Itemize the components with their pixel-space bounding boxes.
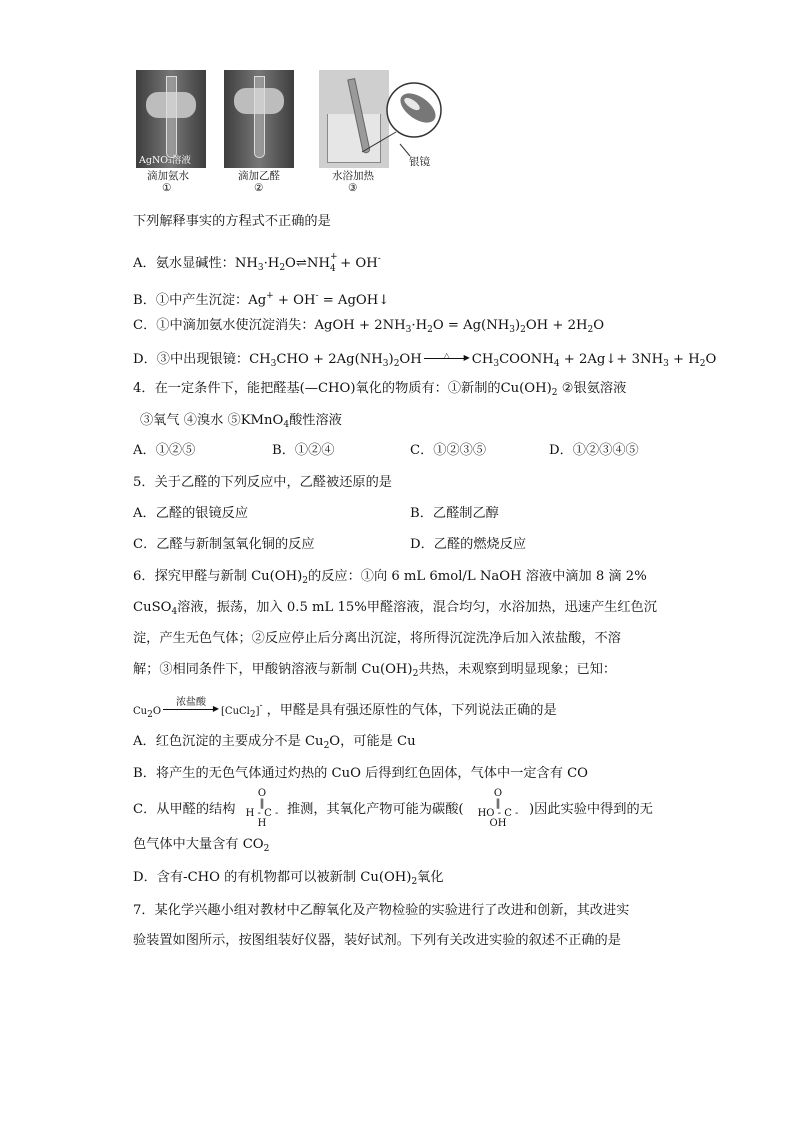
caption-2-num: ② xyxy=(254,182,264,194)
q6-stem-line2: CuSO$_4$溶液，振荡，加入 0.5 mL 15%甲醛溶液，混合均匀，水浴加热，迅速产生红色沉 xyxy=(133,600,657,617)
formaldehyde-structure: O ‖ H - C - H xyxy=(245,788,279,829)
photo-add-ammonia xyxy=(136,70,206,168)
q6-stem-line5: Cu2O 浓盐酸 ▶ [CuCl2]- ，甲醛是具有强还原性的气体，下列说法正确的是 xyxy=(133,697,557,720)
caption-3-num: ③ xyxy=(348,182,358,194)
q6-option-d: D．含有-CHO 的有机物都可以被新制 $Cu(OH)_2$氧化 xyxy=(133,870,444,887)
q4-stem-line1: 4．在一定条件下，能把醛基(—CHO)氧化的物质有：①新制的$Cu(OH)_2$ ②银氨溶液 xyxy=(133,381,627,398)
q7-stem-line1: 7．某化学兴趣小组对教材中乙醇氧化及产物检验的实验进行了改进和创新，其改进实 xyxy=(133,903,630,918)
caption-2: 滴加乙醛 xyxy=(238,170,280,182)
q3-stem: 下列解释事实的方程式不正确的是 xyxy=(133,214,331,229)
q6-option-c-line2: 色气体中大量含有 $CO_2$ xyxy=(133,837,270,854)
hcl-arrow: 浓盐酸 ▶ xyxy=(163,700,219,716)
q5-option-b: B．乙醛制乙醇 xyxy=(410,506,499,521)
caption-agno3: AgNO₃溶液 xyxy=(139,155,191,166)
q3-option-d: D．③中出现银镜：$CH_3CHO + 2Ag(NH_3)_2OH$ △ ▶ $CH_3COONH_4$ + 2Ag↓+ $3NH_3 + H_2O$ xyxy=(133,351,717,369)
q5-option-a: A．乙醛的银镜反应 xyxy=(133,506,249,521)
q7-stem-line2: 验装置如图所示，按图组装好仪器，装好试剂。下列有关改进实验的叙述不正确的是 xyxy=(133,933,621,948)
cucl2-formula: [CuCl2]- xyxy=(221,701,263,720)
caption-3: 水浴加热 xyxy=(332,170,374,182)
caption-1: 滴加氨水 xyxy=(147,170,189,182)
photo-add-acetaldehyde xyxy=(224,70,294,168)
heat-arrow: △ ▶ xyxy=(424,349,470,365)
q4-option-d: D．①②③④⑤ xyxy=(549,443,639,458)
q4-option-a: A．①②⑤ xyxy=(133,443,196,458)
q4-option-c: C．①②③⑤ xyxy=(410,443,487,458)
q6-stem-line4: 解；③相同条件下，甲酸钠溶液与新制 $Cu(OH)_2$共热，未观察到明显现象；已知： xyxy=(133,662,617,679)
q6-option-a: A．红色沉淀的主要成分不是 $Cu_2O$，可能是 Cu xyxy=(133,734,416,751)
q6-stem-line3: 淀，产生无色气体；②反应停止后分离出沉淀，将所得沉淀洗净后加入浓盐酸，不溶 xyxy=(133,631,621,646)
cu2o-formula: Cu2O xyxy=(133,706,162,720)
q6-option-c-pre: C．从甲醛的结构 xyxy=(133,802,236,817)
q6-option-b: B．将产生的无色气体通过灼热的 CuO 后得到红色固体，气体中一定含有 CO xyxy=(133,766,588,781)
test-tube xyxy=(166,76,177,158)
q5-stem: 5．关于乙醛的下列反应中，乙醛被还原的是 xyxy=(133,475,392,490)
q5-option-c: C．乙醛与新制氢氧化铜的反应 xyxy=(133,537,315,552)
q3-option-b: B．①中产生沉淀：Ag+ + OH- = AgOH↓ xyxy=(133,291,390,308)
q3-option-c: C．①中滴加氨水使沉淀消失：AgOH + $2NH_3\cdot H_2O = Ag(NH_3)_2OH + 2H_2O$ xyxy=(133,318,605,335)
callout-line-2 xyxy=(400,144,410,156)
q6-option-c-mid: 推测，其氧化产物可能为碳酸( xyxy=(287,802,464,817)
q4-stem-line2: ③氧气 ④溴水 ⑤KMnO$_4$酸性溶液 xyxy=(140,413,342,430)
caption-1-num: ① xyxy=(162,182,172,194)
test-tube xyxy=(254,76,265,158)
q4-option-b: B．①②④ xyxy=(272,443,335,458)
callout-line xyxy=(362,132,396,152)
q6-option-c-post: )因此实验中得到的无 xyxy=(529,802,653,817)
q3-option-a: A．氨水显碱性：$NH_3\cdot H_2O\rightleftharpoons NH$ + 4 + OH- xyxy=(133,252,381,274)
carbonic-acid-structure: O ‖ HO - C - OH xyxy=(477,788,519,829)
callout-silver-mirror: 银镜 xyxy=(409,156,430,168)
q6-stem-line1: 6．探究甲醛与新制 $Cu(OH)_2$的反应：①向 6 mL 6mol/L NaOH 溶液中滴加 8 滴 2% xyxy=(133,569,647,586)
q5-option-d: D．乙醛的燃烧反应 xyxy=(410,537,527,552)
silver-mirror-magnifier xyxy=(340,80,450,170)
